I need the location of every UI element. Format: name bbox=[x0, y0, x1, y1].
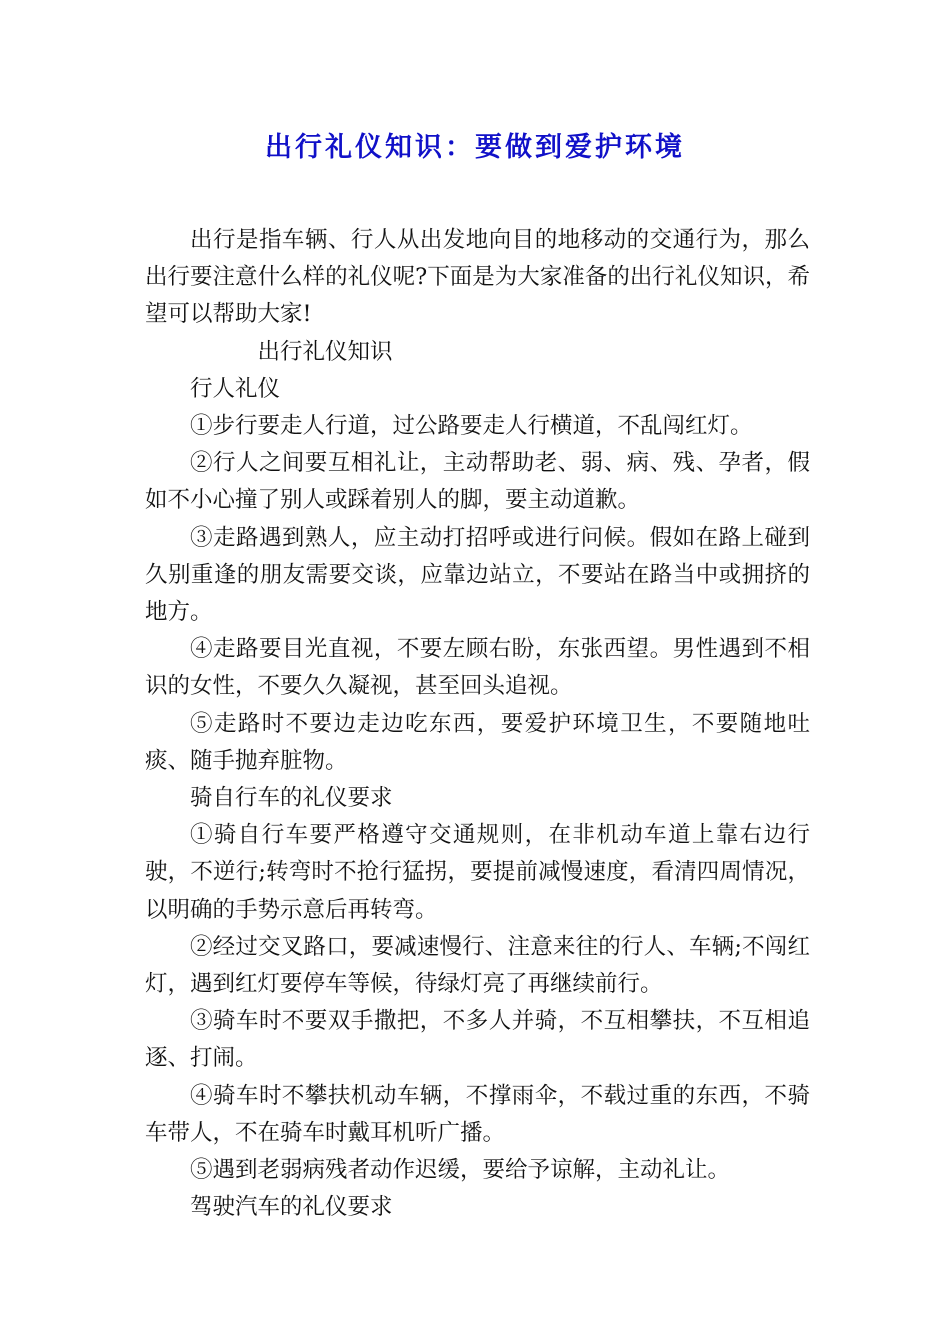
subsection-heading-pedestrian: 行人礼仪 bbox=[190, 375, 281, 402]
list-item: ③骑车时不要双手撒把，不多人并骑，不互相攀扶，不互相追逐、打闹。 bbox=[145, 1008, 810, 1072]
subsection-heading-bicycle: 骑自行车的礼仪要求 bbox=[190, 785, 393, 812]
list-item: ④骑车时不攀扶机动车辆，不撑雨伞，不载过重的东西，不骑车带人，不在骑车时戴耳机听广播。 bbox=[145, 1082, 810, 1146]
list-item: ②经过交叉路口，要减速慢行、注意来往的行人、车辆;不闯红灯，遇到红灯要停车等候，待绿灯亮了再继续前行。 bbox=[145, 933, 810, 998]
list-item: ②行人之间要互相礼让，主动帮助老、弱、病、残、孕者，假如不小心撞了别人或踩着别人的脚，要主动道歉。 bbox=[145, 450, 810, 514]
list-item: ⑤走路时不要边走边吃东西，要爱护环境卫生，不要随地吐痰、随手抛弃脏物。 bbox=[145, 710, 810, 774]
list-item: ⑤遇到老弱病残者动作迟缓，要给予谅解，主动礼让。 bbox=[190, 1157, 731, 1184]
list-item: ③走路遇到熟人，应主动打招呼或进行问候。假如在路上碰到久别重逢的朋友需要交谈，应靠边站立，不要站在路当中或拥挤的地方。 bbox=[145, 524, 810, 626]
list-item: ①步行要走人行道，过公路要走人行横道，不乱闯红灯。 bbox=[190, 413, 753, 440]
list-item: ④走路要目光直视，不要左顾右盼，东张西望。男性遇到不相识的女性，不要久久凝视，甚至回头追视。 bbox=[145, 636, 810, 700]
subsection-heading-driving: 驾驶汽车的礼仪要求 bbox=[190, 1194, 393, 1221]
list-item: ①骑自行车要严格遵守交通规则，在非机动车道上靠右边行驶，不逆行;转弯时不抢行猛拐，要提前减慢速度，看清四周情况，以明确的手势示意后再转弯。 bbox=[145, 822, 810, 923]
document-body bbox=[145, 222, 810, 1226]
section-heading: 出行礼仪知识 bbox=[257, 338, 393, 365]
intro-paragraph: 出行是指车辆、行人从出发地向目的地移动的交通行为，那么出行要注意什么样的礼仪呢?下面是为大家准备的出行礼仪知识，希望可以帮助大家! bbox=[145, 227, 810, 328]
document-title: 出行礼仪知识：要做到爱护环境 bbox=[265, 132, 685, 163]
